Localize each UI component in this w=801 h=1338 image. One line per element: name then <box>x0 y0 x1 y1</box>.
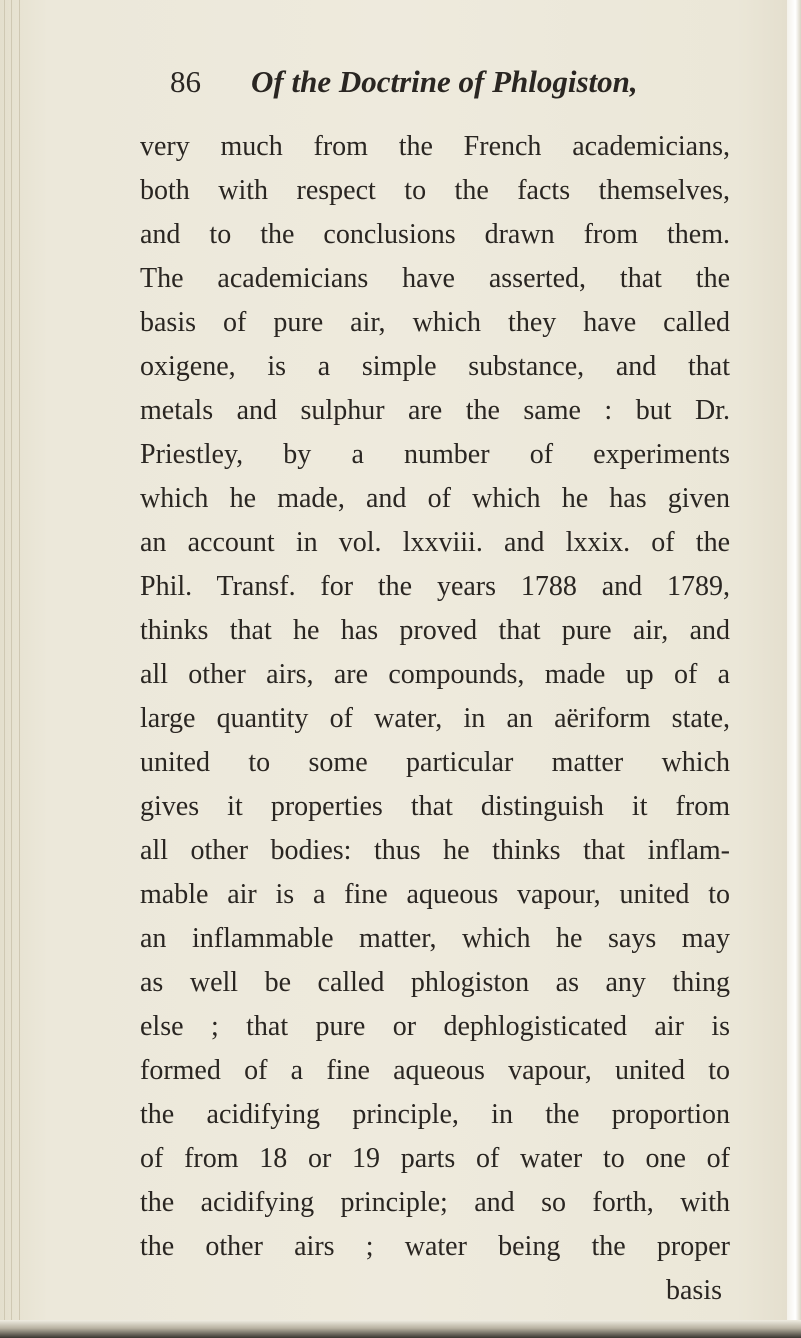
text-line: the other airs ; water being the proper <box>140 1231 730 1262</box>
text-line: as well be called phlogiston as any thing <box>140 967 730 998</box>
text-line: the acidifying principle, in the proportion <box>140 1099 730 1130</box>
text-line: united to some particular matter which <box>140 747 730 778</box>
running-title: Of the Doctrine of Phlogiston, <box>251 64 638 99</box>
text-line: and to the conclusions drawn from them. <box>140 219 730 250</box>
text-line: oxigene, is a simple substance, and that <box>140 351 730 382</box>
text-line: of from 18 or 19 parts of water to one of <box>140 1143 730 1174</box>
text-line: an account in vol. lxxviii. and lxxix. of the <box>140 527 730 558</box>
text-line: Phil. Transf. for the years 1788 and 1789, <box>140 571 730 602</box>
text-line: thinks that he has proved that pure air, and <box>140 615 730 646</box>
page-right-edge <box>787 0 801 1338</box>
text-line: which he made, and of which he has given <box>140 483 730 514</box>
text-line: all other airs, are compounds, made up of a <box>140 659 730 690</box>
text-line: an inflammable matter, which he says may <box>140 923 730 954</box>
catchword: basis <box>666 1275 722 1306</box>
text-line: mable air is a fine aqueous vapour, united to <box>140 879 730 910</box>
text-line: gives it properties that distinguish it from <box>140 791 730 822</box>
page-edge-line <box>19 0 20 1338</box>
text-line: The academicians have asserted, that the <box>140 263 730 294</box>
page-number: 86 <box>170 64 201 99</box>
text-line: all other bodies: thus he thinks that inflam- <box>140 835 730 866</box>
text-line: metals and sulphur are the same : but Dr. <box>140 395 730 426</box>
page-edge-line <box>4 0 5 1338</box>
text-line: basis of pure air, which they have called <box>140 307 730 338</box>
text-line: Priestley, by a number of experiments <box>140 439 730 470</box>
text-line: the acidifying principle; and so forth, with <box>140 1187 730 1218</box>
text-line: large quantity of water, in an aëriform state, <box>140 703 730 734</box>
text-line: else ; that pure or dephlogisticated air is <box>140 1011 730 1042</box>
text-line: formed of a fine aqueous vapour, united to <box>140 1055 730 1086</box>
body-text <box>140 125 730 1313</box>
page-bottom-edge <box>0 1320 801 1338</box>
running-header <box>170 64 730 114</box>
page-edge-line <box>11 0 12 1338</box>
text-line: both with respect to the facts themselves, <box>140 175 730 206</box>
text-line: very much from the French academicians, <box>140 131 730 162</box>
